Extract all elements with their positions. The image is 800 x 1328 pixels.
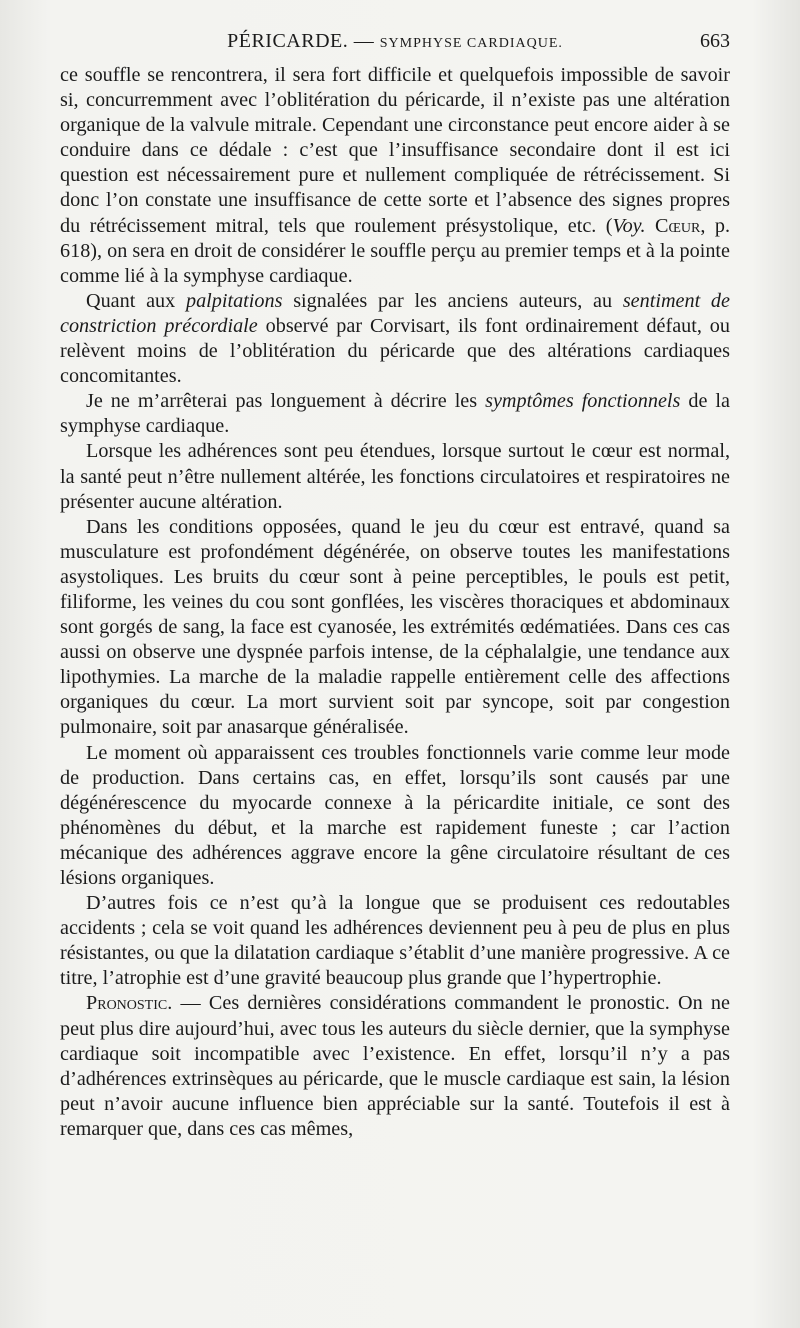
paragraph [60,439,730,514]
running-title-main: PÉRICARDE. [227,30,349,52]
text-run: Le moment où apparaissent ces troubles fonctionnels varie comme leur mode de production. Dans certains cas, en effet, lorsqu’ils sont causés par une dégénérescence du myocarde connexe à la péricardite initiale, ce sont des phénomènes du début, et la marche est rapidement funeste ; car l’action mécanique des adhérences aggrave encore la gêne circulatoire résultant de ces lésions organiques. [60,741,730,889]
text-run: signalées par les anciens auteurs, au [282,289,623,312]
italic-text: symptômes fonctionnels [485,390,681,413]
page-number: 663 [700,30,730,52]
text-run: , p. 618), on sera en droit de considérer le souffle perçu au premier temps et à la pointe comme lié à la symphyse cardiaque. [60,214,731,287]
running-title-dash: — [353,30,375,52]
running-header [60,30,730,62]
paragraph [60,741,730,892]
running-title-subtitle: SYMPHYSE CARDIAQUE. [379,36,563,51]
small-caps-text: Pronostic. [86,992,173,1015]
paragraph [60,991,730,1142]
text-run: D’autres fois ce n’est qu’à la longue que se produisent ces redoutables accidents ; cela se voit quand les adhérences deviennent peu à peu de plus en plus résistantes, ou que la dilatation cardiaque s’établit d’une manière progressive. A ce titre, l’atrophie est d’une gravité beaucoup plus grande que l’hypertrophie. [60,892,730,990]
paragraph [60,515,730,741]
italic-text: sentiment de constriction précordiale [60,289,730,337]
text-run: Quant aux [86,289,186,312]
text-run: Je ne m’arrêterai pas longuement à décrire les [86,390,486,413]
text-run: de la symphyse cardiaque. [60,390,730,438]
text-run: Dans les conditions opposées, quand le jeu du cœur est entravé, quand sa musculature est profondément dégénérée, on observe toutes les manifestations asystoliques. Les bruits du cœur sont à peine perceptibles, le pouls est petit, filiforme, les veines du cou sont gonflées, les viscères thoraciques et abdominaux sont gorgés de sang, la face est cyanosée, les extrémités œdématiées. Dans ces cas aussi on observe une dyspnée parfois intense, de la céphalalgie, une tendance aux lipothymies. La marche de la maladie rappelle entièrement celle des affections organiques du cœur. La mort survient soit par syncope, soit par congestion pulmonaire, soit par anasarque généralisée. [60,515,730,739]
paragraph [60,891,730,991]
paragraph [60,63,730,289]
running-title [60,30,730,53]
text-run: — Ces dernières considérations commandent le pronostic. On ne peut plus dire aujourd’hui, avec tous les auteurs du siècle dernier, que la symphyse cardiaque soit incompatible avec l’existence. En effet, lorsqu’il n’y a pas d’adhérences extrinsèques au péricarde, que le muscle cardiaque est sain, la lésion peut n’avoir aucune influence bien appréciable sur la santé. Toutefois il est à remarquer que, dans ces cas mêmes, [60,992,730,1140]
italic-text: Voy. [612,214,646,237]
text-run: ce souffle se rencontrera, il sera fort difficile et quelquefois impossible de savoir si, concurremment avec l’oblitération du péricarde, il n’existe pas une altération organique de la valvule mitrale. Cependant une circonstance peut encore aider à se conduire dans ce dédale : c’est que l’insuffisance secondaire dont il est ici question est nécessairement pure et nullement compliquée de rétrécissement. Si donc l’on constate une insuffisance de cette sorte et l’absence des signes propres du rétrécissement mitral, tels que roulement présystolique, etc. ( [60,64,730,237]
italic-text: palpitations [185,289,283,312]
text-run: observé par Corvisart, ils font ordinairement défaut, ou relèvent moins de l’oblitération du péricarde que des altérations cardiaques concomitantes. [60,314,730,388]
text-run [646,215,655,237]
paragraph [60,289,730,389]
paragraph [60,389,730,439]
text-run: Lorsque les adhérences sont peu étendues, lorsque surtout le cœur est normal, la santé peut n’être nullement altérée, les fonctions circulatoires et respiratoires ne présenter aucune altération. [60,440,730,513]
body-text [60,63,730,1142]
small-caps-text: Cœur [655,214,701,237]
